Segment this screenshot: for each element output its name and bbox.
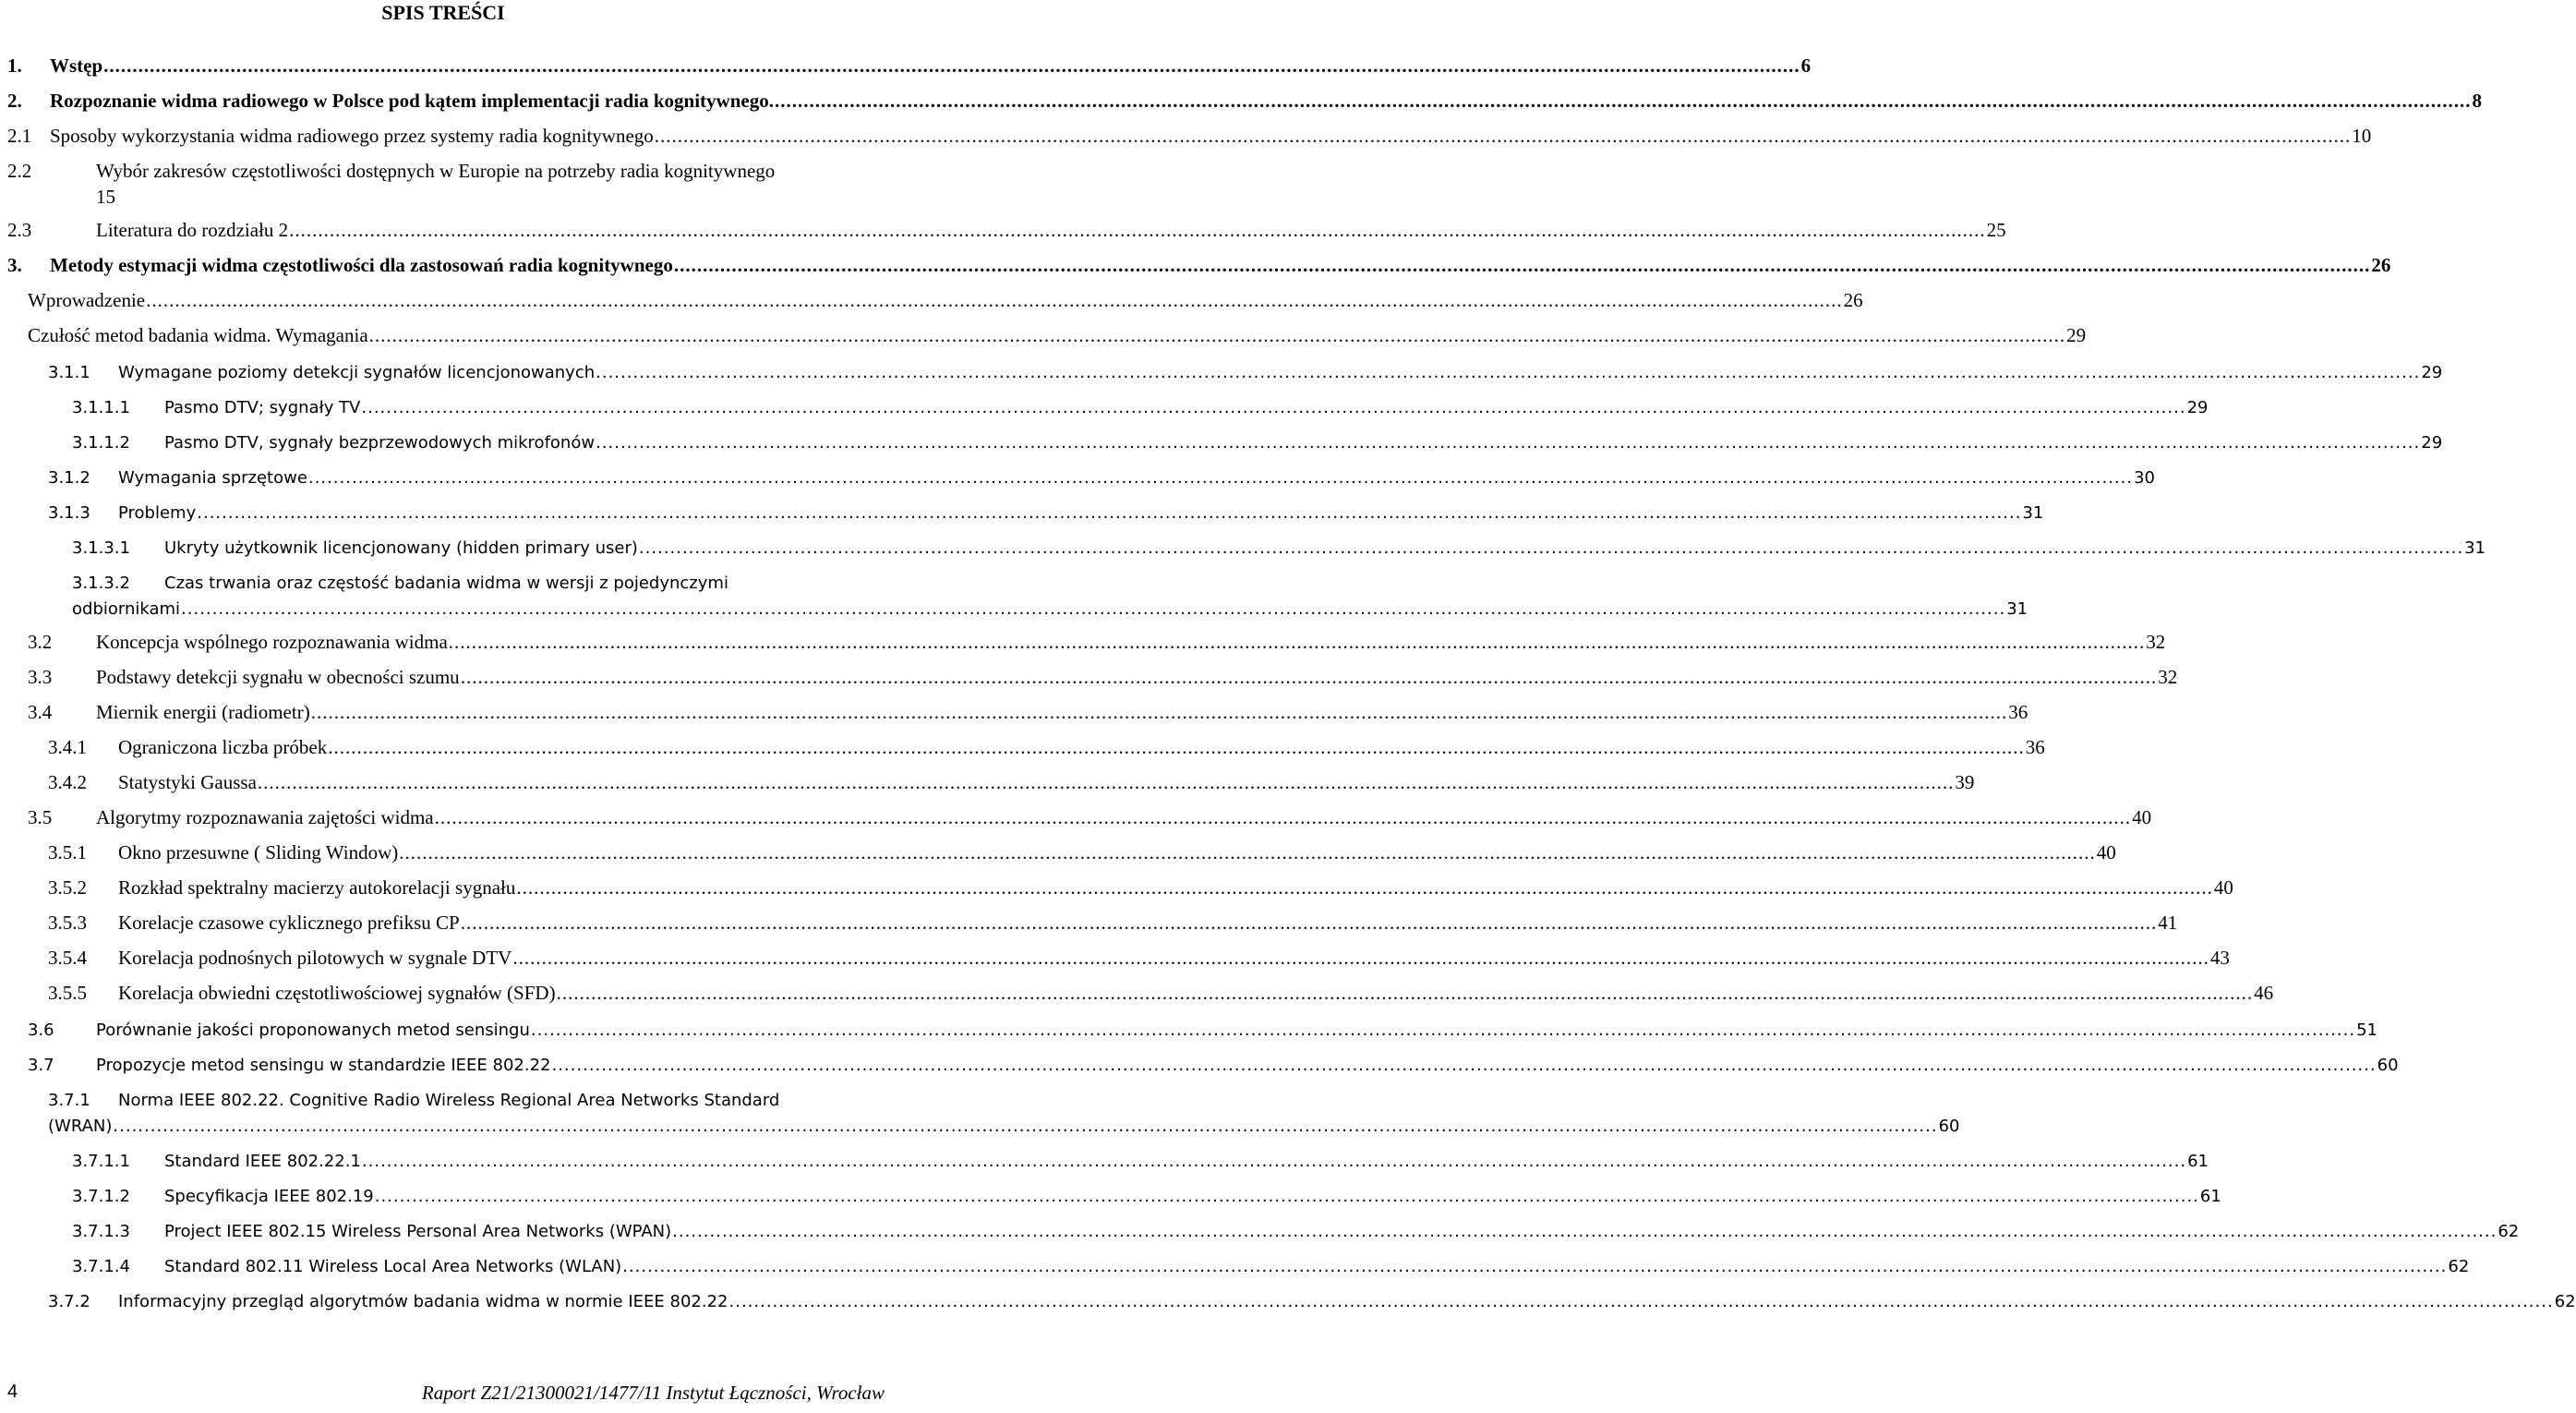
toc-entry-number: 3.1.1.1 [72, 398, 130, 417]
toc-entry-title: Wymagania sprzętowe [118, 468, 307, 488]
toc-entry-title: Wstęp [50, 54, 103, 77]
toc-entry-title: Rozpoznanie widma radiowego w Polsce pod kątem implementacji radia kognitywnego. [50, 90, 774, 112]
footer-report-id: Raport Z21/21300021/1477/11 Instytut Łączności, Wrocław [421, 1382, 885, 1404]
toc-entry-line [48, 1084, 886, 1110]
toc-leader-dots [289, 219, 1986, 242]
toc-entry-number: 3.5.5 [48, 982, 87, 1004]
toc-entry-title-continued: (WRAN) [48, 1117, 113, 1136]
toc-entry[interactable] [72, 532, 2486, 560]
toc-entry-page: 36 [2025, 736, 2045, 758]
toc-entry-number: 1. [7, 54, 22, 77]
toc-entry[interactable] [48, 356, 2443, 384]
toc-entry-line [72, 427, 2443, 453]
toc-leader-dots [308, 468, 2133, 488]
toc-entry-number: 2.2 [7, 160, 32, 182]
toc-entry[interactable] [7, 251, 2391, 279]
toc-entry-line [28, 1014, 2377, 1040]
toc-leader-dots [775, 90, 2472, 113]
toc-leader-dots [512, 947, 2209, 970]
toc-leader-dots [729, 1292, 2554, 1311]
toc-entry[interactable] [7, 216, 2006, 244]
toc-entry-page: 40 [2213, 876, 2233, 899]
toc-entry-line [48, 979, 2274, 1005]
toc-leader-dots [369, 324, 2066, 347]
toc-entry[interactable] [48, 839, 2116, 866]
toc-entry-line [48, 874, 2233, 900]
toc-entry-number: 3.7.2 [48, 1292, 90, 1311]
toc-leader-dots [461, 666, 2158, 689]
toc-entry-title: Wprowadzenie [28, 289, 146, 311]
toc-leader-dots [672, 1222, 2497, 1241]
toc-entry-line [48, 1110, 1960, 1136]
toc-leader-dots [113, 1117, 1937, 1136]
toc-entry-line [7, 122, 2372, 148]
toc-entry-page: 30 [2134, 468, 2156, 488]
toc-leader-dots [461, 912, 2158, 935]
toc-entry-number: 2.3 [7, 219, 32, 241]
toc-entry[interactable] [28, 698, 2028, 726]
toc-entry[interactable] [72, 427, 2443, 454]
toc-entry-title: Literatura do rozdziału 2 [96, 219, 289, 241]
toc-entry-number: 3.7.1.1 [72, 1152, 130, 1171]
toc-entry-number: 3.1.1 [48, 363, 90, 382]
toc-entry-line [48, 839, 2116, 864]
toc-entry-number: 3.6 [28, 1020, 54, 1040]
toc-entry-line [48, 733, 2045, 759]
toc-leader-dots [449, 631, 2146, 654]
toc-entry-page: 62 [2554, 1292, 2576, 1311]
toc-entry-title: Koncepcja wspólnego rozpoznawania widma [96, 631, 448, 653]
toc-leader-dots [596, 363, 2420, 382]
toc-entry-line [72, 532, 2486, 558]
toc-entry-number: 3.7.1 [48, 1091, 90, 1110]
toc-entry-page: 31 [2464, 538, 2486, 558]
toc-entry-number: 3.5.4 [48, 947, 87, 969]
toc-entry-page: 62 [2498, 1222, 2520, 1241]
toc-entry-line [7, 183, 886, 209]
toc-entry-line [72, 1145, 2209, 1171]
toc-leader-dots [375, 1187, 2199, 1206]
page-footer [0, 1382, 886, 1409]
toc-entry[interactable] [48, 497, 2044, 525]
toc-entry[interactable] [48, 1084, 1960, 1141]
toc-leader-dots [328, 736, 2025, 759]
toc-entry-number: 2.1 [7, 125, 32, 147]
toc-entry-number: 2. [7, 90, 22, 112]
toc-leader-dots [435, 806, 2132, 829]
toc-leader-dots [146, 289, 1843, 312]
toc-entry-page: 32 [2146, 631, 2166, 653]
toc-entry-title: Rozkład spektralny macierzy autokorelacji sygnału [118, 876, 516, 899]
toc-entry-page: 46 [2254, 982, 2274, 1004]
toc-entry-number: 3.7 [28, 1056, 54, 1075]
toc-entry-page: 62 [2448, 1257, 2470, 1276]
toc-entry-line [72, 1215, 2520, 1241]
toc-entry-page: 8 [2472, 90, 2482, 112]
toc-entry-line [28, 698, 2028, 724]
toc-entry-title: Okno przesuwne ( Sliding Window) [118, 841, 399, 864]
toc-entry-line [7, 52, 1812, 78]
toc-leader-dots [197, 503, 2021, 523]
toc-entry-title: Korelacja podnośnych pilotowych w sygnale DTV [118, 947, 512, 969]
page-title: SPIS TREŚCI [381, 1, 505, 24]
toc-entry[interactable] [28, 321, 2087, 349]
toc-leader-dots [557, 982, 2254, 1005]
toc-leader-dots [311, 701, 2008, 724]
toc-entry-number: 3.1.2 [48, 468, 90, 488]
toc-entry-number: 3.7.1.2 [72, 1187, 130, 1206]
footer-page-number: 4 [7, 1382, 18, 1402]
toc-entry-number: 3.1.3.2 [72, 574, 130, 593]
toc-entry-title: Statystyki Gaussa [118, 771, 257, 793]
toc-entry-number: 3.5 [28, 806, 53, 828]
toc-entry-page: 29 [2186, 398, 2209, 417]
toc-entry-title: Ograniczona liczba próbek [118, 736, 328, 758]
toc-entry-title: Wybór zakresów częstotliwości dostępnych w Europie na potrzeby radia kognitywnego [96, 160, 776, 182]
toc-leader-dots [674, 254, 2371, 277]
toc-entry[interactable] [48, 462, 2156, 489]
toc-entry-page: 36 [2008, 701, 2028, 723]
toc-entry-number: 3.1.3.1 [72, 538, 130, 558]
toc-entry-page: 31 [2022, 503, 2044, 523]
toc-leader-dots [639, 538, 2463, 558]
toc-entry-line [28, 286, 1863, 312]
toc-entry-title: Informacyjny przegląd algorytmów badania widma w normie IEEE 802.22 [118, 1292, 728, 1311]
toc-entry-line [28, 663, 2178, 689]
toc-entry-title: Project IEEE 802.15 Wireless Personal Area Networks (WPAN) [164, 1222, 672, 1241]
toc-entry-title: Wymagane poziomy detekcji sygnałów licencjonowanych [118, 363, 596, 382]
toc-entry-number: 3.7.1.4 [72, 1257, 130, 1276]
toc-entry-page: 43 [2209, 947, 2230, 969]
toc-entry-page: 60 [1938, 1117, 1960, 1136]
toc-entry-line [48, 462, 2156, 488]
toc-entry-title: Propozycje metod sensingu w standardzie IEEE 802.22 [96, 1056, 551, 1075]
toc-entry-line [72, 593, 2028, 619]
toc-entry-page: 31 [2006, 599, 2028, 619]
toc-entry[interactable] [28, 1049, 2399, 1077]
toc-entry[interactable] [48, 944, 2230, 972]
toc-entry-title: Algorytmy rozpoznawania zajętości widma [96, 806, 434, 828]
toc-entry[interactable] [28, 1014, 2377, 1042]
toc-entry-page: 51 [2356, 1020, 2377, 1040]
toc-entry-line [48, 944, 2230, 970]
toc-entry-title: Czas trwania oraz częstość badania widma w wersji z pojedynczymi [164, 574, 728, 593]
toc-entry-line [48, 768, 1975, 794]
toc-entry-title: Podstawy detekcji sygnału w obecności szumu [96, 666, 460, 688]
toc-entry-page: 29 [2421, 363, 2443, 382]
toc-entry-page: 61 [2199, 1187, 2221, 1206]
toc-entry[interactable] [28, 663, 2178, 691]
toc-entry[interactable] [72, 1145, 2209, 1173]
toc-entry-page: 40 [2096, 841, 2116, 864]
toc-entry-page: 39 [1955, 771, 1975, 793]
toc-entry-line [28, 628, 2166, 654]
toc-entry-number: 3.2 [28, 631, 53, 653]
toc-entry-number: 3.5.2 [48, 876, 87, 899]
toc-leader-dots [655, 125, 2352, 148]
toc-entry-page: 40 [2132, 806, 2152, 828]
toc-entry[interactable] [7, 157, 886, 214]
toc-entry-line [48, 497, 2044, 523]
toc-entry-number: 3.5.3 [48, 912, 87, 934]
toc-entry[interactable] [7, 122, 2372, 150]
toc-entry[interactable] [72, 392, 2209, 419]
toc-entry-line [28, 803, 2152, 829]
toc-entry[interactable] [72, 1215, 2520, 1243]
toc-leader-dots [362, 1152, 2186, 1171]
toc-entry-page: 60 [2377, 1056, 2399, 1075]
toc-leader-dots [596, 433, 2420, 453]
toc-entry-title: Korelacja obwiedni częstotliwościowej sygnałów (SFD) [118, 982, 556, 1004]
toc-leader-dots [258, 771, 1955, 794]
toc-entry[interactable] [28, 803, 2152, 831]
toc-entry-page: 61 [2187, 1152, 2209, 1171]
toc-entry-number: 3.4.1 [48, 736, 87, 758]
toc-entry[interactable] [48, 874, 2233, 901]
toc-entry[interactable] [72, 1250, 2470, 1278]
toc-entry-title-continued: odbiornikami [72, 599, 181, 619]
toc-entry-page: 25 [1986, 219, 2006, 241]
toc-entry-line [72, 1250, 2470, 1276]
toc-leader-dots [531, 1020, 2355, 1040]
toc-entry-page: 41 [2158, 912, 2178, 934]
toc-entry-title: Pasmo DTV; sygnały TV [164, 398, 361, 417]
toc-entry-number: 3.1.3 [48, 503, 90, 523]
toc-entry-title: Specyfikacja IEEE 802.19 [164, 1187, 374, 1206]
toc-entry-number: 3.5.1 [48, 841, 87, 864]
toc-entry-title: Pasmo DTV, sygnały bezprzewodowych mikrofonów [164, 433, 596, 453]
toc-entry-title: Norma IEEE 802.22. Cognitive Radio Wireless Regional Area Networks Standard [118, 1091, 780, 1110]
toc-entry-page: 6 [1800, 54, 1812, 77]
toc-entry-line [7, 87, 2482, 113]
toc-entry-line [72, 567, 886, 593]
toc-entry-title: Miernik energii (radiometr) [96, 701, 310, 723]
toc-entry-number: 3.3 [28, 666, 53, 688]
toc-entry-page: 26 [2371, 254, 2391, 276]
toc-entry[interactable] [72, 567, 2028, 624]
toc-entry-title: Standard IEEE 802.22.1 [164, 1152, 361, 1171]
toc-entry-number: 3.4 [28, 701, 53, 723]
toc-entry-page: 29 [2421, 433, 2443, 453]
toc-entry-line [48, 356, 2443, 382]
toc-entry-title: Ukryty użytkownik licencjonowany (hidden primary user) [164, 538, 638, 558]
toc-entry-page: 10 [2352, 125, 2372, 147]
toc-entry-title: Korelacje czasowe cyklicznego prefiksu CP [118, 912, 460, 934]
toc-entry-number: 3.4.2 [48, 771, 87, 793]
toc-entry[interactable] [48, 1286, 2576, 1313]
toc-entry-line [7, 157, 886, 183]
toc-leader-dots [103, 54, 1800, 78]
toc-entry-line [7, 251, 2391, 277]
toc-entry-line [72, 1180, 2221, 1206]
toc-entry-page: 15 [96, 186, 115, 208]
toc-entry[interactable] [7, 52, 1812, 79]
toc-entry-title: Metody estymacji widma częstotliwości dla zastosowań radia kognitywnego [50, 254, 673, 276]
toc-entry[interactable] [28, 628, 2166, 656]
toc-entry-line [48, 1286, 2576, 1311]
toc-leader-dots [551, 1056, 2376, 1075]
toc-entry[interactable] [48, 768, 1975, 796]
toc-entry[interactable] [28, 286, 1863, 314]
toc-entry-line [48, 909, 2178, 935]
toc-entry[interactable] [48, 979, 2274, 1007]
toc-entry-number: 3.1.1.2 [72, 433, 130, 453]
toc-leader-dots [399, 841, 2096, 864]
toc-leader-dots [181, 599, 2005, 619]
toc-entry-title: Standard 802.11 Wireless Local Area Networks (WLAN) [164, 1257, 622, 1276]
toc-entry-line [28, 321, 2087, 347]
toc-entry-line [7, 216, 2006, 242]
toc-entry[interactable] [72, 1180, 2221, 1208]
toc-entry-line [28, 1049, 2399, 1075]
toc-leader-dots [516, 876, 2213, 900]
toc-entry[interactable] [48, 909, 2178, 936]
toc-entry-title: Sposoby wykorzystania widma radiowego przez systemy radia kognitywnego [50, 125, 654, 147]
toc-entry[interactable] [48, 733, 2045, 761]
toc-leader-dots [622, 1257, 2447, 1276]
toc-entry-number: 3. [7, 254, 22, 276]
toc-entry-line [72, 392, 2209, 417]
toc-leader-dots [361, 398, 2185, 417]
toc-entry-number: 3.7.1.3 [72, 1222, 130, 1241]
toc-entry[interactable] [7, 87, 2482, 115]
toc-entry-page: 32 [2158, 666, 2178, 688]
toc-entry-title: Problemy [118, 503, 197, 523]
toc-entry-title: Porównanie jakości proponowanych metod sensingu [96, 1020, 530, 1040]
toc-entry-page: 26 [1843, 289, 1863, 311]
toc-entry-page: 29 [2066, 324, 2087, 346]
toc-entry-title: Czułość metod badania widma. Wymagania [28, 324, 368, 346]
